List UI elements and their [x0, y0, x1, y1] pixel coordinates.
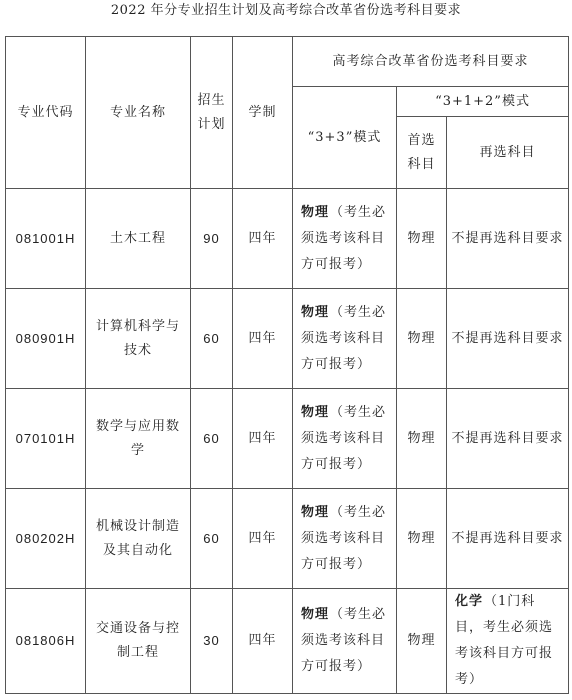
plan-count: 30 — [191, 589, 233, 694]
plan-count: 60 — [191, 289, 233, 389]
re-choice-requirement — [447, 589, 569, 694]
plan-count: 90 — [191, 189, 233, 289]
required-subject: 物理 — [301, 204, 330, 220]
plan-count: 60 — [191, 489, 233, 589]
re-choice-requirement — [447, 389, 569, 489]
mode-3-3-requirement — [293, 589, 397, 694]
duration: 四年 — [233, 189, 293, 289]
table-row — [6, 489, 569, 589]
plan-count: 60 — [191, 389, 233, 489]
major-name: 交通设备与控制工程 — [86, 589, 191, 694]
mode-3-3-requirement — [293, 189, 397, 289]
header-plan: 招生计划 — [191, 37, 233, 189]
major-name: 土木工程 — [86, 189, 191, 289]
enrollment-plan-table — [5, 36, 569, 694]
duration: 四年 — [233, 389, 293, 489]
major-code: 080901H — [6, 289, 86, 389]
first-choice-subject: 物理 — [397, 489, 447, 589]
table-row — [6, 589, 569, 694]
re-choice-note: 不提再选科目要求 — [451, 230, 564, 246]
requirement-note: （考生必须选考该科目方可报考） — [301, 204, 387, 272]
header-re-choice: 再选科目 — [447, 117, 569, 189]
re-choice-subject: 化学 — [455, 594, 484, 609]
first-choice-subject: 物理 — [397, 289, 447, 389]
major-code: 080202H — [6, 489, 86, 589]
major-code: 081001H — [6, 189, 86, 289]
required-subject: 物理 — [301, 607, 330, 622]
major-code: 081806H — [6, 589, 86, 694]
table-row — [6, 189, 569, 289]
major-name: 计算机科学与技术 — [86, 289, 191, 389]
first-choice-subject: 物理 — [397, 389, 447, 489]
re-choice-requirement — [447, 489, 569, 589]
re-choice-requirement — [447, 289, 569, 389]
document-title: 2022 年分专业招生计划及高考综合改革省份选考科目要求 — [110, 3, 462, 18]
header-duration: 学制 — [233, 37, 293, 189]
requirement-note: （考生必须选考该科目方可报考） — [301, 404, 387, 472]
table-row — [6, 289, 569, 389]
required-subject: 物理 — [301, 304, 330, 320]
header-name: 专业名称 — [86, 37, 191, 189]
duration: 四年 — [233, 289, 293, 389]
requirement-note: （考生必须选考该科目方可报考） — [301, 504, 387, 572]
re-choice-note: 不提再选科目要求 — [451, 330, 564, 346]
re-choice-requirement — [447, 189, 569, 289]
re-choice-note: 不提再选科目要求 — [451, 430, 564, 446]
header-mode-3-3: “3+3”模式 — [293, 87, 397, 189]
duration: 四年 — [233, 489, 293, 589]
header-code: 专业代码 — [6, 37, 86, 189]
duration: 四年 — [233, 589, 293, 694]
first-choice-subject: 物理 — [397, 189, 447, 289]
header-mode-3-1-2: “3+1+2”模式 — [397, 87, 569, 117]
mode-3-3-requirement — [293, 389, 397, 489]
major-name: 机械设计制造及其自动化 — [86, 489, 191, 589]
requirement-note: （考生必须选考该科目方可报考） — [301, 607, 387, 674]
header-reform: 高考综合改革省份选考科目要求 — [293, 37, 569, 87]
required-subject: 物理 — [301, 504, 330, 520]
re-choice-note: 不提再选科目要求 — [451, 530, 564, 546]
first-choice-subject: 物理 — [397, 589, 447, 694]
table-row — [6, 389, 569, 489]
mode-3-3-requirement — [293, 289, 397, 389]
mode-3-3-requirement — [293, 489, 397, 589]
major-code: 070101H — [6, 389, 86, 489]
requirement-note: （考生必须选考该科目方可报考） — [301, 304, 387, 372]
header-first-choice: 首选科目 — [397, 117, 447, 189]
required-subject: 物理 — [301, 404, 330, 420]
re-choice-note: （1门科目，考生必须选考该科目方可报考） — [455, 594, 554, 687]
major-name: 数学与应用数学 — [86, 389, 191, 489]
